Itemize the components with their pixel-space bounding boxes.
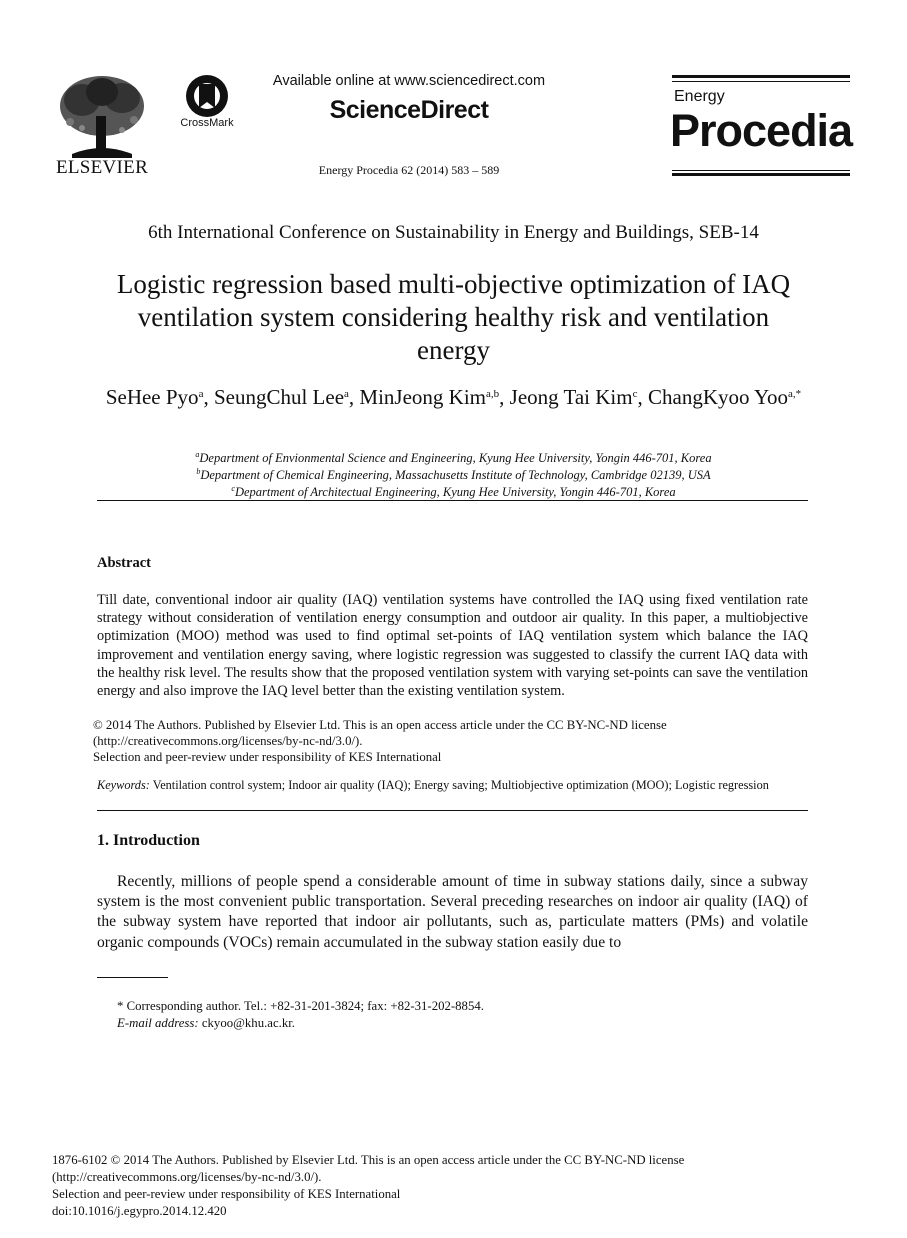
section-divider (97, 500, 808, 501)
corresponding-author-note: * Corresponding author. Tel.: +82-31-201-3824; fax: +82-31-202-8854. (117, 999, 484, 1013)
journal-rule (672, 170, 850, 171)
affiliation-text: Department of Envionmental Science and Engineering, Kyung Hee University, Yongin 446-701, Korea (199, 451, 712, 465)
issn-line: 1876-6102 © 2014 The Authors. Published by Elsevier Ltd. This is an open access article under the CC BY-NC-ND license (52, 1153, 685, 1167)
affiliation-mark: a (195, 450, 200, 459)
abstract-heading: Abstract (97, 555, 151, 571)
author-name: SeHee Pyo (105, 385, 199, 409)
author-separator: , (348, 385, 360, 409)
author-affil-mark: a (344, 388, 349, 400)
affiliation-line (60, 467, 847, 484)
copyright-line: © 2014 The Authors. Published by Elsevier Ltd. This is an open access article under the CC BY-NC-ND license (93, 718, 667, 732)
sciencedirect-brand: ScienceDirect (329, 96, 489, 124)
footer-peer-review: Selection and peer-review under responsibility of KES International (52, 1187, 401, 1201)
author-name: ChangKyoo Yoo (648, 385, 789, 409)
author-affil-mark: a,* (788, 388, 802, 400)
author-separator: , (203, 385, 214, 409)
keywords (97, 778, 857, 793)
author-name: Jeong Tai Kim (509, 385, 633, 409)
affiliation-mark: b (196, 467, 201, 476)
title-line: energy (417, 335, 490, 365)
author-list (60, 384, 847, 411)
title-line: ventilation system considering healthy risk and ventilation (137, 302, 770, 332)
affiliation-line (60, 484, 847, 501)
footer-license-link[interactable]: (http://creativecommons.org/licenses/by-nc-nd/3.0/). (52, 1170, 322, 1184)
email-label: E-mail address: (117, 1016, 199, 1030)
section-divider (97, 810, 808, 811)
paper-title (60, 268, 847, 367)
author-affil-mark: c (632, 388, 638, 400)
affiliation-text: Department of Architectual Engineering, Kyung Hee University, Yongin 446-701, Korea (234, 485, 676, 499)
journal-rule (672, 173, 850, 176)
title-line: Logistic regression based multi-objective optimization of IAQ (116, 269, 791, 299)
license-notice (93, 717, 808, 766)
abstract-body: Till date, conventional indoor air quality (IAQ) ventilation systems have controlled the IAQ using fixed ventilation rate strategy without consideration of ventilation energy consumption and outdoor air quality. In this paper, a multiobjective optimization (MOO) method was used to find optimal set-points of IAQ ventilation system which balance the IAQ improvement and ventilation energy saving, where logistic regression was suggested to classify the current IAQ data with the healthy risk level. The results show that the proposed ventilation system with varying set-points can save the ventilation energy and also improve the IAQ level better than the existing ventilation system. (97, 592, 808, 700)
author-affil-mark: a,b (486, 388, 500, 400)
journal-rule (672, 75, 850, 78)
peer-review-line: Selection and peer-review under responsibility of KES International (93, 750, 442, 765)
journal-name-large: Procedia (670, 105, 853, 156)
journal-citation: Energy Procedia 62 (2014) 583 – 589 (318, 163, 500, 177)
journal-name-small: Energy (674, 88, 725, 105)
keywords-label: Keywords: (97, 778, 150, 792)
conference-name: 6th International Conference on Sustainability in Energy and Buildings, SEB-14 (148, 222, 759, 243)
publication-footer (52, 1152, 872, 1220)
affiliation-text: Department of Chemical Engineering, Massachusetts Institute of Technology, Cambridge 02139, USA (200, 468, 711, 482)
email-address[interactable]: ckyoo@khu.ac.kr. (201, 1016, 296, 1030)
doi-line[interactable]: doi:10.1016/j.egypro.2014.12.420 (52, 1204, 227, 1218)
author-name: MinJeong Kim (359, 385, 486, 409)
author-separator: , (637, 385, 648, 409)
author-affil-mark: a (198, 388, 204, 400)
affiliation-list (60, 450, 847, 501)
license-link[interactable]: (http://creativecommons.org/licenses/by-nc-nd/3.0/). (93, 734, 363, 749)
introduction-heading: 1. Introduction (97, 832, 200, 849)
affiliation-line (60, 450, 847, 467)
keywords-text: Ventilation control system; Indoor air quality (IAQ); Energy saving; Multiobjective optimization (MOO); Logistic regression (152, 778, 769, 792)
author-name: SeungChul Lee (213, 385, 345, 409)
available-online-text[interactable]: Available online at www.sciencedirect.com (272, 73, 546, 89)
author-separator: , (499, 385, 510, 409)
footnote-divider (97, 977, 168, 978)
email-note (117, 1016, 295, 1031)
publisher-name: ELSEVIER (55, 157, 149, 178)
affiliation-mark: c (231, 484, 235, 493)
crossmark-label: CrossMark (180, 117, 234, 129)
introduction-body: Recently, millions of people spend a considerable amount of time in subway stations daily, since a subway system is the most convenient public transportation. Several preceding researches on indoor air quality (IAQ) of the subway system have reported that indoor air pollutants, such as, particulate matters (PMs) and volatile organic compounds (VOCs) remain accumulated in the subway station easily due to (97, 873, 808, 951)
journal-rule (672, 81, 850, 82)
